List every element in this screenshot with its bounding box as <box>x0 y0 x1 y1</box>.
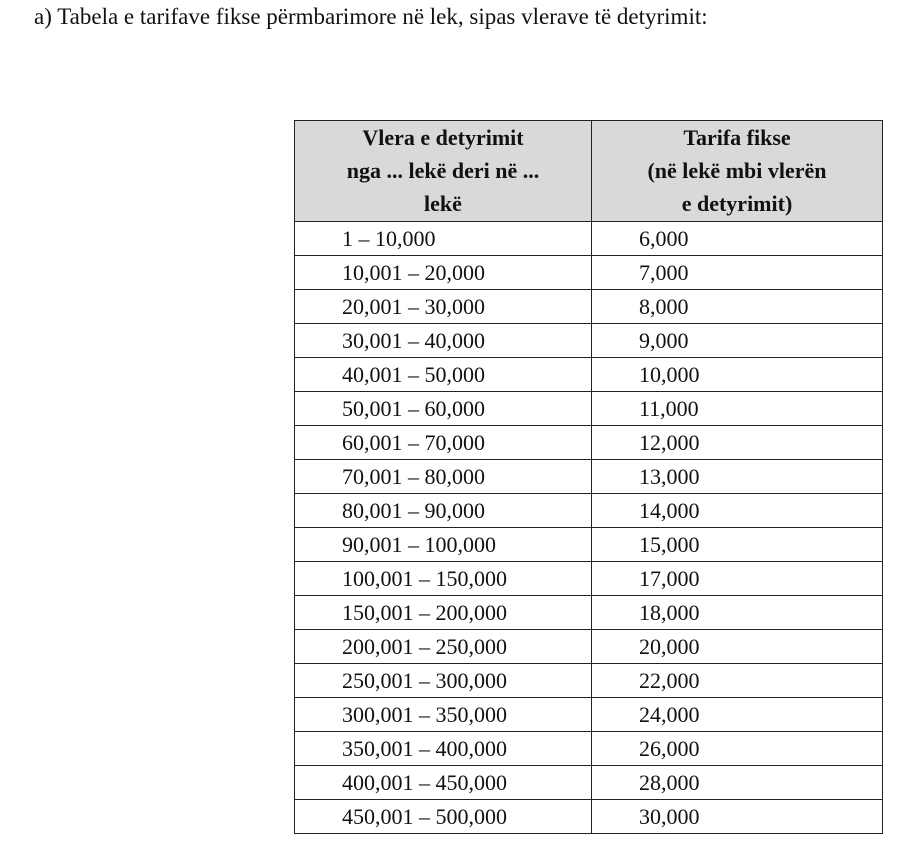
debt-range-cell: 400,001 – 450,000 <box>295 766 592 800</box>
table-row <box>295 800 883 834</box>
header-line: lekë <box>424 191 462 216</box>
fixed-fee-cell: 20,000 <box>592 630 883 664</box>
fixed-fee-cell: 8,000 <box>592 290 883 324</box>
fixed-fee-cell: 10,000 <box>592 358 883 392</box>
table-row <box>295 766 883 800</box>
table-row <box>295 392 883 426</box>
debt-range-cell: 90,001 – 100,000 <box>295 528 592 562</box>
debt-range-cell: 70,001 – 80,000 <box>295 460 592 494</box>
header-row <box>295 121 883 222</box>
debt-range-cell: 300,001 – 350,000 <box>295 698 592 732</box>
table-row <box>295 256 883 290</box>
tariff-table-header <box>295 121 883 222</box>
table-row <box>295 528 883 562</box>
debt-range-cell: 450,001 – 500,000 <box>295 800 592 834</box>
tariff-table <box>294 120 883 834</box>
header-line: nga ... lekë deri në ... <box>346 158 540 183</box>
fixed-fee-cell: 6,000 <box>592 222 883 256</box>
tariff-table-body <box>295 222 883 834</box>
fixed-fee-cell: 28,000 <box>592 766 883 800</box>
fixed-fee-cell: 11,000 <box>592 392 883 426</box>
fixed-fee-cell: 9,000 <box>592 324 883 358</box>
table-row <box>295 630 883 664</box>
header-debt-value <box>295 121 592 222</box>
table-row <box>295 732 883 766</box>
table-row <box>295 698 883 732</box>
header-line: Tarifa fikse <box>683 125 791 150</box>
table-row <box>295 460 883 494</box>
table-row <box>295 562 883 596</box>
debt-range-cell: 60,001 – 70,000 <box>295 426 592 460</box>
fixed-fee-cell: 24,000 <box>592 698 883 732</box>
table-row <box>295 494 883 528</box>
debt-range-cell: 250,001 – 300,000 <box>295 664 592 698</box>
fixed-fee-cell: 17,000 <box>592 562 883 596</box>
table-row <box>295 222 883 256</box>
debt-range-cell: 350,001 – 400,000 <box>295 732 592 766</box>
table-row <box>295 664 883 698</box>
header-line: (në lekë mbi vlerën <box>647 158 827 183</box>
header-line: e detyrimit) <box>681 191 793 216</box>
table-row <box>295 358 883 392</box>
fixed-fee-cell: 14,000 <box>592 494 883 528</box>
debt-range-cell: 10,001 – 20,000 <box>295 256 592 290</box>
debt-range-cell: 1 – 10,000 <box>295 222 592 256</box>
fixed-fee-cell: 7,000 <box>592 256 883 290</box>
fixed-fee-cell: 30,000 <box>592 800 883 834</box>
debt-range-cell: 50,001 – 60,000 <box>295 392 592 426</box>
fixed-fee-cell: 22,000 <box>592 664 883 698</box>
fixed-fee-cell: 15,000 <box>592 528 883 562</box>
fixed-fee-cell: 13,000 <box>592 460 883 494</box>
table-row <box>295 596 883 630</box>
fixed-fee-cell: 26,000 <box>592 732 883 766</box>
table-row <box>295 324 883 358</box>
intro-text: a) Tabela e tarifave fikse përmbarimore në lek, sipas vlerave të detyrimit: <box>34 4 708 29</box>
debt-range-cell: 200,001 – 250,000 <box>295 630 592 664</box>
fixed-fee-cell: 18,000 <box>592 596 883 630</box>
fixed-fee-cell: 12,000 <box>592 426 883 460</box>
debt-range-cell: 30,001 – 40,000 <box>295 324 592 358</box>
header-line: Vlera e detyrimit <box>362 125 524 150</box>
debt-range-cell: 20,001 – 30,000 <box>295 290 592 324</box>
header-fixed-fee <box>592 121 883 222</box>
debt-range-cell: 150,001 – 200,000 <box>295 596 592 630</box>
debt-range-cell: 80,001 – 90,000 <box>295 494 592 528</box>
table-row <box>295 290 883 324</box>
debt-range-cell: 100,001 – 150,000 <box>295 562 592 596</box>
table-row <box>295 426 883 460</box>
debt-range-cell: 40,001 – 50,000 <box>295 358 592 392</box>
